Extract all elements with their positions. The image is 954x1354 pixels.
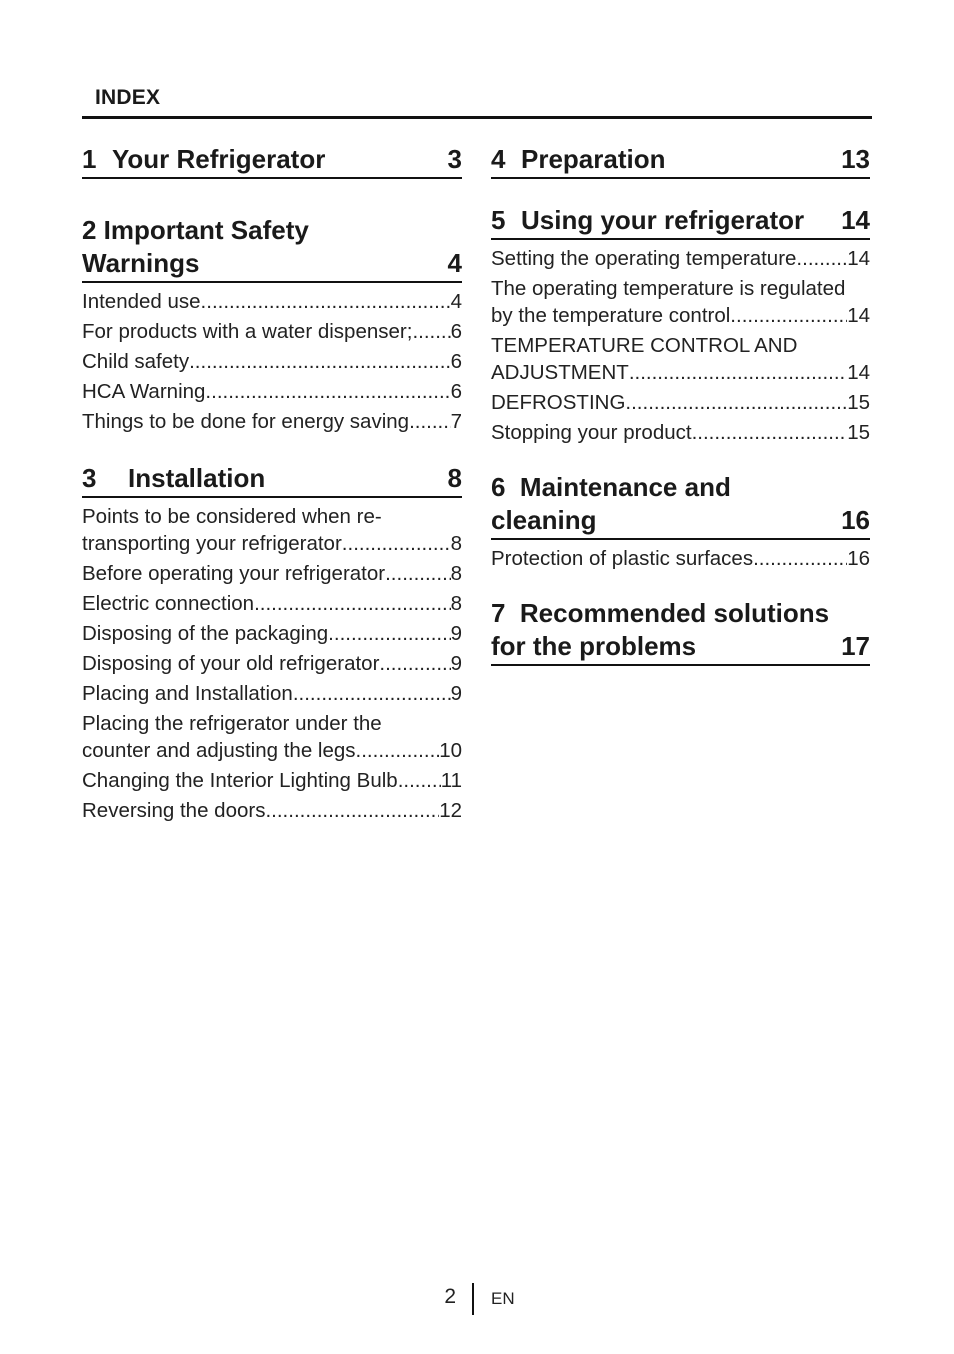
section-title-line1: 7 Recommended solutions bbox=[491, 598, 830, 628]
footer-divider bbox=[472, 1283, 474, 1315]
entry-text-line1: Points to be considered when re- bbox=[82, 505, 382, 528]
entry-text: Changing the Interior Lighting Bulb bbox=[82, 769, 398, 792]
entry-text: DEFROSTING bbox=[491, 391, 626, 414]
entry-text: Before operating your refrigerator bbox=[82, 562, 386, 585]
section-number: 1 bbox=[82, 144, 97, 174]
toc-entry[interactable] bbox=[82, 680, 462, 707]
entry-text: Protection of plastic surfaces bbox=[491, 547, 754, 570]
toc-entry[interactable] bbox=[82, 560, 462, 587]
section-title-line1: 2 Important Safety bbox=[82, 215, 309, 245]
section-title-line2: Warnings bbox=[82, 248, 200, 278]
entry-page: 9 bbox=[450, 622, 462, 645]
toc-left-column bbox=[82, 143, 462, 827]
entry-page: 14 bbox=[847, 247, 870, 270]
entry-text-line1: Placing the refrigerator under the bbox=[82, 712, 382, 735]
leader-dots bbox=[379, 650, 450, 677]
entry-page: 9 bbox=[450, 682, 462, 705]
leader-dots bbox=[629, 359, 847, 386]
entry-text: For products with a water dispenser; bbox=[82, 320, 413, 343]
language-code: EN bbox=[491, 1289, 515, 1308]
toc-entry[interactable] bbox=[82, 590, 462, 617]
entry-page: 6 bbox=[450, 350, 462, 373]
leader-dots bbox=[398, 767, 441, 794]
entry-text-line1: The operating temperature is regulated bbox=[491, 277, 846, 300]
entry-page: 6 bbox=[450, 380, 462, 403]
entry-text-line1: TEMPERATURE CONTROL AND bbox=[491, 334, 798, 357]
toc-entry[interactable] bbox=[491, 332, 870, 386]
section-title: Installation bbox=[128, 463, 266, 493]
toc-right-column bbox=[491, 143, 870, 671]
index-rule bbox=[82, 116, 872, 119]
entry-text: Reversing the doors bbox=[82, 799, 266, 822]
toc-entry[interactable] bbox=[82, 348, 462, 375]
leader-dots bbox=[265, 797, 439, 824]
entry-page: 14 bbox=[847, 304, 870, 327]
toc-entry[interactable] bbox=[82, 710, 462, 764]
entry-text: HCA Warning bbox=[82, 380, 206, 403]
toc-entry[interactable] bbox=[82, 318, 462, 345]
entry-text: Child safety bbox=[82, 350, 190, 373]
toc-section-5[interactable] bbox=[491, 204, 870, 240]
section-title-line2: cleaning bbox=[491, 505, 597, 535]
toc-entry[interactable] bbox=[82, 288, 462, 315]
leader-dots bbox=[692, 419, 848, 446]
entry-text: Electric connection bbox=[82, 592, 255, 615]
section-number: 4 bbox=[491, 144, 506, 174]
toc-section-6[interactable] bbox=[491, 471, 870, 540]
entry-page: 4 bbox=[450, 290, 462, 313]
leader-dots bbox=[753, 545, 847, 572]
entry-page: 15 bbox=[847, 421, 870, 444]
leader-dots bbox=[293, 680, 451, 707]
section-number: 5 bbox=[491, 205, 506, 235]
entry-text: Things to be done for energy saving bbox=[82, 410, 410, 433]
leader-dots bbox=[356, 737, 440, 764]
entry-page: 14 bbox=[847, 361, 870, 384]
section-page: 8 bbox=[447, 463, 462, 493]
leader-dots bbox=[189, 348, 450, 375]
section-page: 14 bbox=[841, 205, 870, 235]
toc-entry[interactable] bbox=[82, 767, 462, 794]
section-title-line1: 6 Maintenance and bbox=[491, 472, 731, 502]
section-page: 16 bbox=[841, 505, 870, 535]
entry-text: transporting your refrigerator bbox=[82, 532, 342, 555]
entry-text: by the temperature control bbox=[491, 304, 731, 327]
toc-entry[interactable] bbox=[491, 419, 870, 446]
toc-entry[interactable] bbox=[491, 389, 870, 416]
toc-section-1[interactable] bbox=[82, 143, 462, 179]
entry-page: 9 bbox=[450, 652, 462, 675]
index-title: INDEX bbox=[95, 86, 161, 109]
toc-entry[interactable] bbox=[82, 797, 462, 824]
toc-section-3[interactable] bbox=[82, 462, 462, 498]
leader-dots bbox=[412, 318, 450, 345]
leader-dots bbox=[625, 389, 847, 416]
entry-page: 7 bbox=[450, 410, 462, 433]
entry-page: 11 bbox=[440, 769, 462, 792]
section-title: Using your refrigerator bbox=[521, 205, 805, 235]
leader-dots bbox=[730, 302, 847, 329]
entry-text: ADJUSTMENT bbox=[491, 361, 629, 384]
toc-entry[interactable] bbox=[82, 378, 462, 405]
entry-page: 8 bbox=[450, 532, 462, 555]
entry-text: Stopping your product bbox=[491, 421, 692, 444]
toc-section-4[interactable] bbox=[491, 143, 870, 179]
entry-page: 8 bbox=[450, 562, 462, 585]
toc-entry[interactable] bbox=[82, 408, 462, 435]
leader-dots bbox=[796, 245, 847, 272]
leader-dots bbox=[201, 288, 451, 315]
leader-dots bbox=[342, 530, 451, 557]
toc-entry[interactable] bbox=[491, 275, 870, 329]
toc-entry[interactable] bbox=[491, 545, 870, 572]
toc-section-2[interactable] bbox=[82, 214, 462, 283]
entry-page: 12 bbox=[439, 799, 462, 822]
entry-page: 8 bbox=[450, 592, 462, 615]
leader-dots bbox=[409, 408, 451, 435]
section-title: Preparation bbox=[521, 144, 666, 174]
entry-page: 6 bbox=[450, 320, 462, 343]
leader-dots bbox=[328, 620, 450, 647]
entry-text: Intended use bbox=[82, 290, 201, 313]
section-title: Your Refrigerator bbox=[112, 144, 326, 174]
entry-text: Disposing of the packaging bbox=[82, 622, 329, 645]
toc-entry[interactable] bbox=[82, 620, 462, 647]
entry-text: Placing and Installation bbox=[82, 682, 293, 705]
section-page: 17 bbox=[841, 631, 870, 661]
leader-dots bbox=[205, 378, 450, 405]
entry-page: 15 bbox=[847, 391, 870, 414]
leader-dots bbox=[254, 590, 451, 617]
section-page: 4 bbox=[447, 248, 462, 278]
entry-text: counter and adjusting the legs bbox=[82, 739, 356, 762]
section-title-line2: for the problems bbox=[491, 631, 697, 661]
toc-entry[interactable] bbox=[82, 650, 462, 677]
leader-dots bbox=[385, 560, 450, 587]
entry-page: 16 bbox=[847, 547, 870, 570]
entry-text: Setting the operating temperature bbox=[491, 247, 797, 270]
section-number: 3 bbox=[82, 463, 97, 493]
page-number: 2 bbox=[444, 1285, 456, 1308]
toc-section-7[interactable] bbox=[491, 597, 870, 666]
toc-entry[interactable] bbox=[491, 245, 870, 272]
section-page: 3 bbox=[447, 144, 462, 174]
toc-entry[interactable] bbox=[82, 503, 462, 557]
entry-page: 10 bbox=[439, 739, 462, 762]
section-page: 13 bbox=[841, 144, 870, 174]
entry-text: Disposing of your old refrigerator bbox=[82, 652, 380, 675]
